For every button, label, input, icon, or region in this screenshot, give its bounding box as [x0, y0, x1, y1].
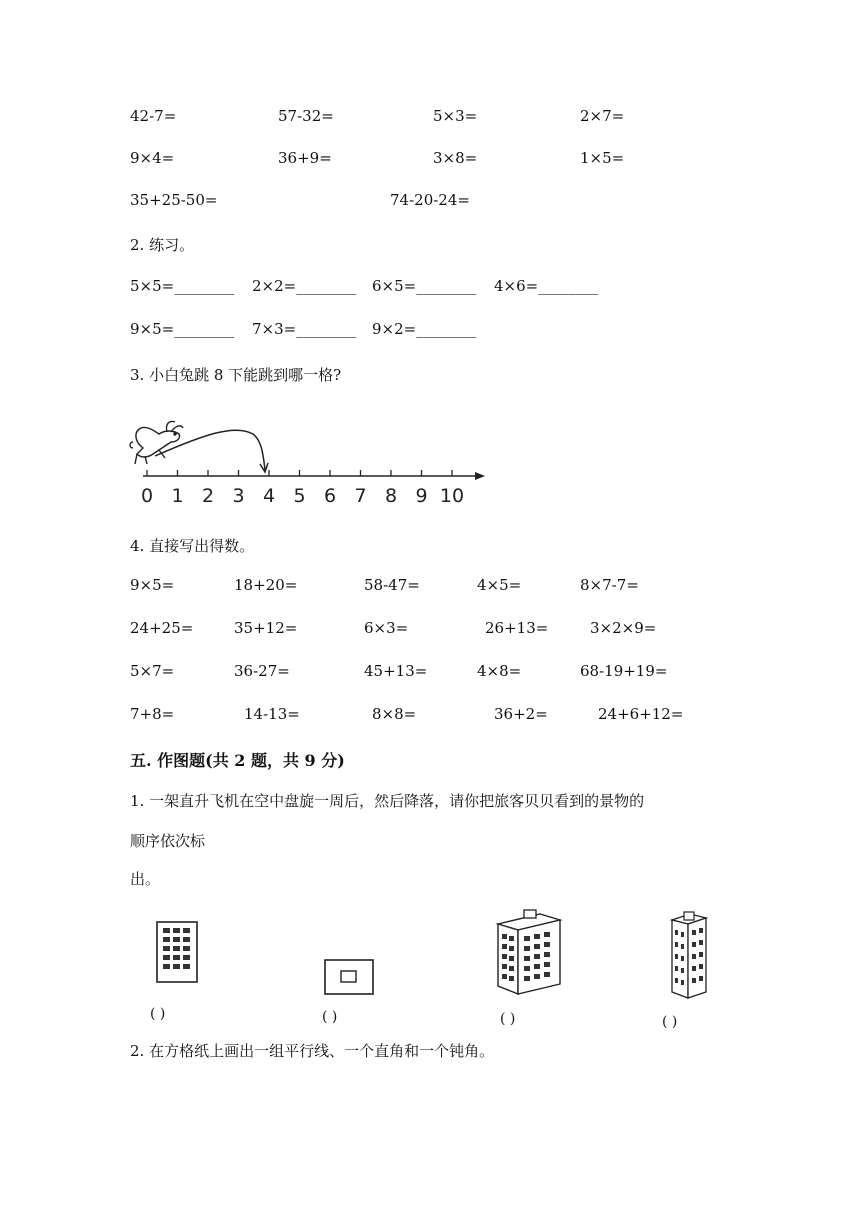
fill-blank: 2×2=________ [252, 277, 357, 295]
tick-label: 4 [262, 485, 276, 507]
calc-item: 35+25-50= [130, 191, 218, 209]
building-side-view-icon [668, 910, 710, 1002]
tick-label: 2 [201, 485, 215, 507]
calc-item: 57-32= [278, 107, 334, 125]
question-5-1-line-1: 1. 一架直升飞机在空中盘旋一周后，然后降落，请你把旅客贝贝看到的景物的 [130, 792, 645, 810]
calc-item: 14-13= [244, 705, 300, 723]
fill-blank: 9×5=________ [130, 320, 235, 338]
jump-arc [155, 430, 265, 470]
tick-label: 10 [439, 485, 465, 507]
question-5-1-line-3: 出。 [130, 870, 161, 888]
fill-blank: 9×2=________ [372, 320, 477, 338]
tick-label: 5 [293, 485, 306, 507]
calc-item: 6×3= [364, 619, 409, 637]
fill-blank: 7×3=________ [252, 320, 357, 338]
calc-item: 3×8= [433, 149, 478, 167]
answer-parenthesis[interactable]: ( ) [500, 1011, 516, 1027]
rabbit-icon [130, 421, 183, 464]
axis-arrow-icon [475, 472, 485, 480]
calc-item: 24+25= [130, 619, 194, 637]
tick-label: 1 [171, 485, 184, 507]
building-aerial-view-icon [492, 906, 567, 998]
calc-item: 4×8= [477, 662, 522, 680]
calc-item: 74-20-24= [390, 191, 470, 209]
calc-item: 36-27= [234, 662, 290, 680]
building-top-view-icon [323, 958, 375, 998]
calc-item: 26+13= [485, 619, 549, 637]
calc-item: 2×7= [580, 107, 625, 125]
question-2-title: 2. 练习。 [130, 236, 195, 254]
calc-item: 45+13= [364, 662, 428, 680]
calc-item: 36+9= [278, 149, 332, 167]
calc-item: 7+8= [130, 705, 175, 723]
answer-parenthesis[interactable]: ( ) [662, 1014, 678, 1030]
calc-item: 4×5= [477, 576, 522, 594]
calc-item: 58-47= [364, 576, 420, 594]
tick-label: 3 [232, 485, 245, 507]
calc-item: 8×8= [372, 705, 417, 723]
tick-label: 7 [354, 485, 367, 507]
calc-item: 5×3= [433, 107, 478, 125]
tick-label: 9 [415, 485, 428, 507]
calc-item: 3×2×9= [590, 619, 657, 637]
calc-item: 68-19+19= [580, 662, 668, 680]
question-4-title: 4. 直接写出得数。 [130, 537, 255, 555]
answer-parenthesis[interactable]: ( ) [150, 1006, 166, 1022]
calc-item: 9×5= [130, 576, 175, 594]
fill-blank: 5×5=________ [130, 277, 235, 295]
calc-item: 24+6+12= [598, 705, 684, 723]
calc-item: 35+12= [234, 619, 298, 637]
calc-item: 18+20= [234, 576, 298, 594]
calc-item: 36+2= [494, 705, 548, 723]
tick-label: 6 [323, 485, 337, 507]
calc-item: 9×4= [130, 149, 175, 167]
tick-label: 8 [384, 485, 398, 507]
answer-parenthesis[interactable]: ( ) [322, 1009, 338, 1025]
calc-item: 5×7= [130, 662, 175, 680]
question-5-2: 2. 在方格纸上画出一组平行线、一个直角和一个钝角。 [130, 1042, 495, 1060]
fill-blank: 6×5=________ [372, 277, 477, 295]
fill-blank: 4×6=________ [494, 277, 599, 295]
question-3-title: 3. 小白兔跳 8 下能跳到哪一格? [130, 366, 342, 384]
calc-item: 8×7-7= [580, 576, 639, 594]
question-5-1-line-2: 顺序依次标 [130, 832, 206, 850]
section-5-title: 五. 作图题(共 2 题，共 9 分) [130, 751, 345, 770]
calc-item: 42-7= [130, 107, 177, 125]
number-line-figure [125, 412, 495, 512]
tick-label: 0 [140, 485, 154, 507]
calc-item: 1×5= [580, 149, 625, 167]
building-front-view-icon [155, 920, 200, 985]
